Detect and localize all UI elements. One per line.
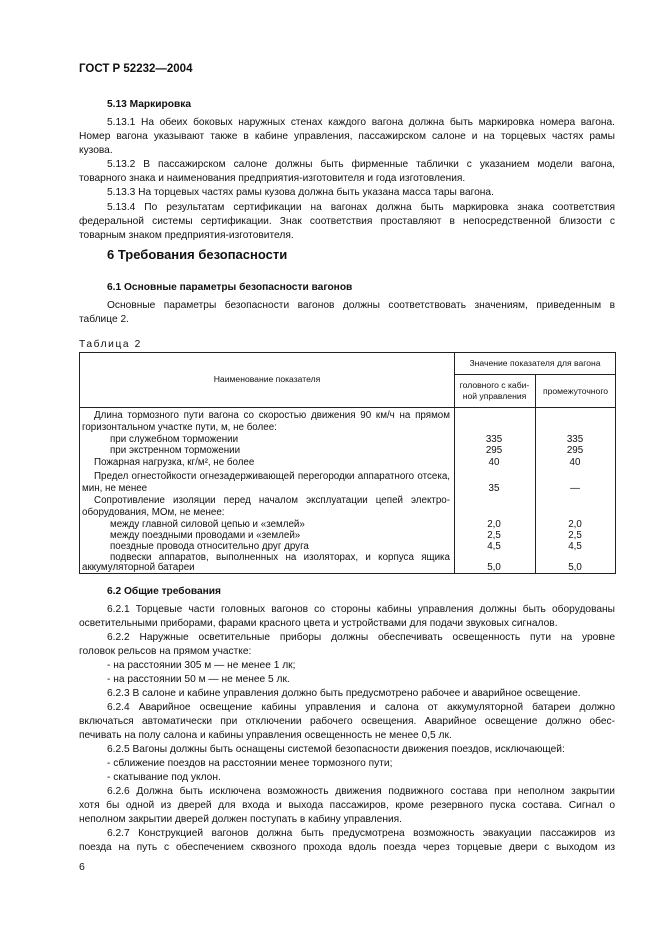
table-cell: при экстренном торможении	[110, 445, 241, 456]
paragraph-line: включаться автоматически при отключении рабочего освещения. Аварийное освещение должно обес-	[79, 716, 615, 727]
table-caption: Таблица 2	[79, 339, 142, 350]
table-cell: Пожарная нагрузка, кг/м², не более	[94, 457, 255, 468]
table-value: 4,5	[487, 541, 501, 552]
table-value: 40	[569, 457, 581, 468]
table-value: 335	[566, 434, 584, 445]
paragraph-line: 6.2.7 Конструкцией вагонов должна быть предусмотрена возможность эвакуации пассажиров из	[107, 828, 615, 839]
table-cell: Предел огнестойкости огнезадерживающей перегородки аппаратного отсека,	[94, 471, 450, 482]
table-value: 35	[488, 483, 500, 494]
paragraph-line: неполном закрытии дверей должен поступать в кабину управления.	[79, 814, 402, 825]
paragraph-line: 5.13.1 На обеих боковых наружных стенах каждого вагона должна быть маркировка номера вагона.	[107, 117, 615, 128]
page-number: 6	[79, 861, 85, 873]
table-value: 295	[566, 445, 584, 456]
table-divider	[80, 407, 615, 408]
paragraph-line: - на расстоянии 305 м — не менее 1 лк;	[107, 660, 296, 671]
table-value: 5,0	[568, 562, 582, 573]
paragraph-line: осветительными приборами, фарами красного цвета и устройствами для подачи звуковых сигналов.	[79, 618, 558, 629]
table-value: 2,0	[487, 519, 501, 530]
table-divider	[454, 374, 615, 375]
table-cell: оборудования, МОм, не менее:	[82, 507, 225, 518]
table-cell: аккумуляторной батареи	[82, 562, 195, 573]
table-cell: при служебном торможении	[110, 434, 239, 445]
paragraph-line: 5.13.4 По результатам сертификации на вагонах должна быть маркировка знака соответствия	[107, 202, 615, 213]
table-value: 335	[485, 434, 503, 445]
table-cell: поездные провода относительно друг друга	[110, 541, 309, 552]
section-6-1-title: 6.1 Основные параметры безопасности вагонов	[107, 282, 353, 293]
table-value: 4,5	[568, 541, 582, 552]
paragraph-line: - сближение поездов на расстоянии менее тормозного пути;	[107, 758, 393, 769]
paragraph-line: 5.13.3 На торцевых частях рамы кузова должна быть указана масса тары вагона.	[107, 187, 494, 198]
paragraph-line: поезда на путь с обеспечением сквозного прохода вдоль поезда через торцевые двери с выходом из	[79, 842, 615, 853]
table-2	[79, 352, 616, 574]
paragraph-line: 6.2.6 Должна быть исключена возможность движения подвижного состава при неполном закрытии	[107, 786, 615, 797]
paragraph-line: - скатывание под уклон.	[107, 772, 221, 783]
table-cell: между поездными проводами и «землей»	[110, 530, 301, 541]
paragraph-line: 5.13.2 В пассажирском салоне должны быть фирменные таблички с указанием модели вагона,	[107, 159, 615, 170]
paragraph-line: кузова.	[79, 145, 113, 156]
paragraph-line: 6.2.5 Вагоны должны быть оснащены системой безопасности движения поездов, исключающей:	[107, 744, 565, 755]
table-value: 295	[485, 445, 503, 456]
paragraph-line: головок рельсов на прямом участке:	[79, 646, 252, 657]
paragraph-line: 6.2.1 Торцевые части головных вагонов со стороны кабины управления должны быть оборудованы	[107, 604, 615, 615]
paragraph-line: федеральной системы сертификации. Знак соответствия проставляют в непосредственной близости с	[79, 216, 615, 227]
table-value: 40	[488, 457, 500, 468]
paragraph-line: хотя бы одной из дверей для входа и выхода пассажиров, кроме резервного пуска состава. Сигнал о	[79, 800, 615, 811]
section-5-13-title: 5.13 Маркировка	[107, 99, 191, 110]
table-header-head-car-2: ной управления	[462, 391, 527, 401]
table-cell: Длина тормозного пути вагона со скоростью движения 90 км/ч на прямом	[94, 410, 450, 421]
paragraph-line: товарным знаком предприятия-изготовителя.	[79, 230, 294, 241]
table-value: 2,0	[568, 519, 582, 530]
paragraph-line: 6.2.3 В салоне и кабине управления должно быть предусмотрено рабочее и аварийное освещение.	[107, 688, 581, 699]
table-cell: мин, не менее	[82, 483, 148, 494]
paragraph-line: Основные параметры безопасности вагонов должны соответствовать значениям, приведенным в	[107, 300, 615, 311]
paragraph-line: Номер вагона указывают также в кабине управления, пассажирском салоне и на торцевых частях рамы	[79, 131, 615, 142]
document-header: ГОСТ Р 52232—2004	[79, 63, 193, 75]
table-cell: горизонтальном участке пути, м, не более:	[82, 422, 277, 433]
paragraph-line: - на расстоянии 50 м — не менее 5 лк.	[107, 674, 290, 685]
table-value: 5,0	[487, 562, 501, 573]
table-cell: между главной силовой цепью и «землей»	[110, 519, 305, 530]
paragraph-line: товарного знака и наименования предприятия-изготовителя и года изготовления.	[79, 173, 466, 184]
table-header-intermediate-car: промежуточного	[542, 386, 609, 396]
table-cell: Сопротивление изоляции перед началом эксплуатации цепей электро-	[94, 495, 450, 506]
table-value: 2,5	[568, 530, 582, 541]
table-cell: подвески аппаратов, выполненных на изоляторах, и корпуса ящика	[110, 552, 450, 563]
section-6-2-title: 6.2 Общие требования	[107, 586, 221, 597]
table-value: —	[570, 483, 580, 494]
table-value: 2,5	[487, 530, 501, 541]
table-header-head-car-1: головного с каби-	[459, 380, 530, 390]
paragraph-line: таблице 2.	[79, 314, 129, 325]
table-header-name: Наименование показателя	[213, 374, 321, 384]
paragraph-line: 6.2.4 Аварийное освещение кабины управления и салона от аккумуляторной батареи должно	[107, 702, 615, 713]
paragraph-line: печивать на полу салона и кабины управления освещенность не менее 0,5 лк.	[79, 730, 452, 741]
table-header-value: Значение показателя для вагона	[469, 358, 601, 368]
paragraph-line: 6.2.2 Наружные осветительные приборы должны обеспечивать освещенность пути на уровне	[107, 632, 615, 643]
section-6-title: 6 Требования безопасности	[107, 247, 288, 262]
